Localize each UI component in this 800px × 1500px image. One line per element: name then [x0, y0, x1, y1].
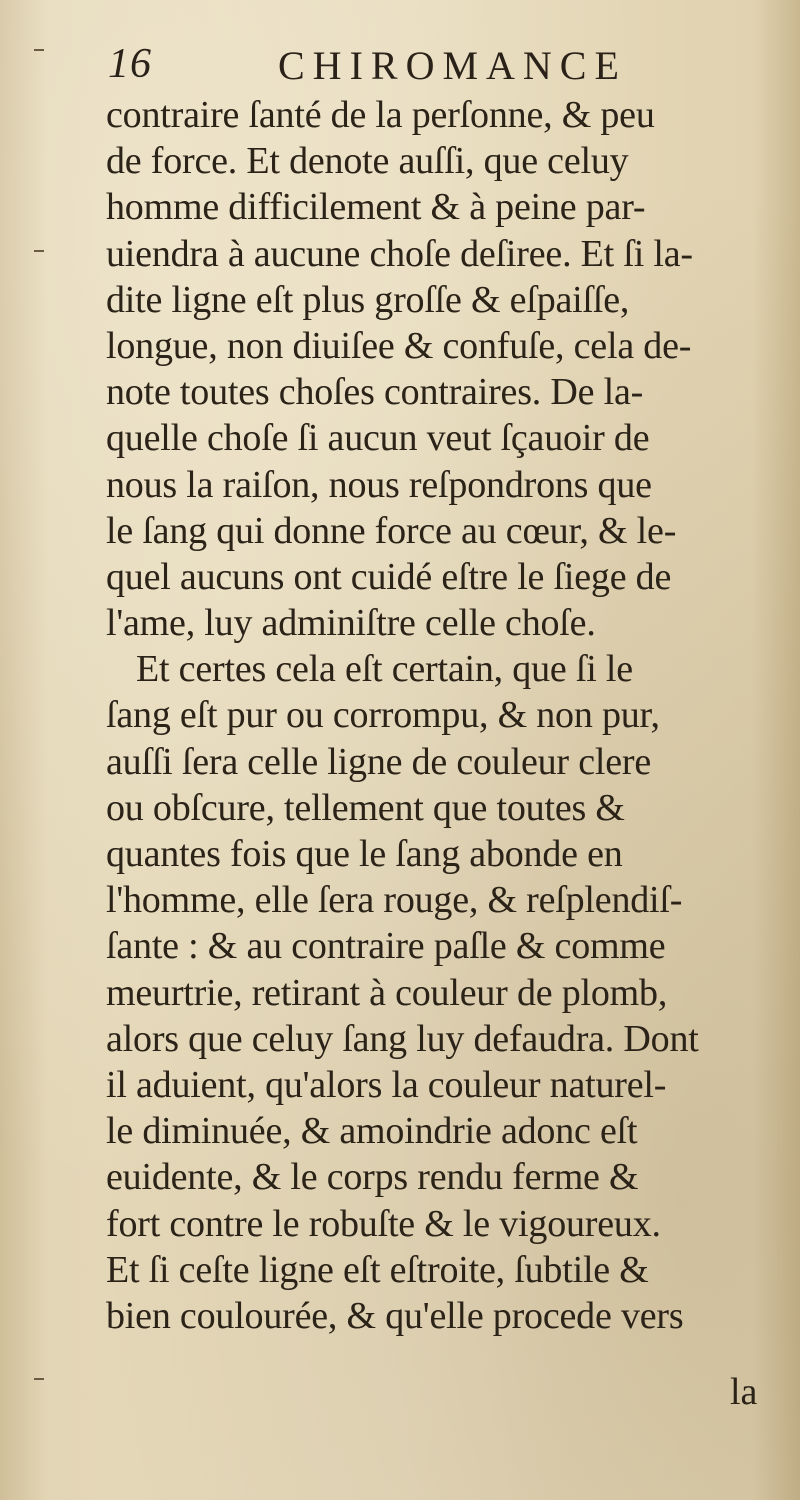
text-line: le ſang qui donne force au cœur, & le-	[106, 509, 677, 552]
text-line: le diminuée, & amoindrie adonc eſt	[106, 1110, 638, 1153]
text-line: dite ligne eſt plus groſſe & eſpaiſſe,	[106, 278, 630, 321]
text-line: longue, non diuiſee & confuſe, cela de-	[106, 324, 692, 367]
body-text	[106, 92, 796, 1339]
text-line: quel aucuns ont cuidé eſtre le ſiege de	[106, 555, 672, 598]
text-line: contraire ſanté de la perſonne, & peu	[106, 94, 655, 136]
text-line: euidente, & le corps rendu ferme &	[106, 1156, 639, 1199]
text-line: Et ſi ceſte ligne eſt eſtroite, ſubtile &	[106, 1248, 649, 1291]
page-header	[108, 40, 768, 94]
text-line: l'ame, luy adminiſtre celle choſe.	[106, 602, 596, 645]
text-line: uiendra à aucune choſe deſiree. Et ſi la-	[106, 232, 693, 275]
running-head: CHIROMANCE	[278, 43, 627, 88]
page-number: 16	[108, 41, 152, 87]
text-line: homme difficilement & à peine par-	[106, 186, 646, 229]
text-line: bien coulourée, & qu'elle procede vers	[106, 1294, 684, 1337]
text-line: de force. Et denote auſſi, que celuy	[106, 140, 629, 183]
text-line: nous la raiſon, nous reſpondrons que	[106, 463, 652, 506]
margin-mark	[34, 49, 44, 51]
paragraph-start-line: Et certes cela eſt certain, que ſi le	[136, 648, 633, 691]
text-line: note toutes choſes contraires. De la-	[106, 371, 644, 414]
margin-mark	[34, 250, 44, 252]
text-line: alors que celuy ſang luy defaudra. Dont	[106, 1017, 699, 1060]
text-line: ſang eſt pur ou corrompu, & non pur,	[106, 694, 660, 737]
text-line: l'homme, elle ſera rouge, & reſplendiſ-	[106, 879, 683, 922]
text-line: ſante : & au contraire paſle & comme	[106, 925, 666, 968]
text-line: auſſi ſera celle ligne de couleur clere	[106, 740, 651, 783]
text-line: fort contre le robuſte & le vigoureux.	[106, 1202, 661, 1245]
text-line: quelle choſe ſi aucun veut ſçauoir de	[106, 417, 650, 460]
text-line: ou obſcure, tellement que toutes &	[106, 786, 625, 829]
text-line: meurtrie, retirant à couleur de plomb,	[106, 971, 668, 1014]
text-line: quantes fois que le ſang abonde en	[106, 833, 623, 875]
catchword: la	[730, 1371, 758, 1413]
margin-mark	[34, 1378, 44, 1380]
text-line: il aduient, qu'alors la couleur naturel-	[106, 1063, 667, 1106]
